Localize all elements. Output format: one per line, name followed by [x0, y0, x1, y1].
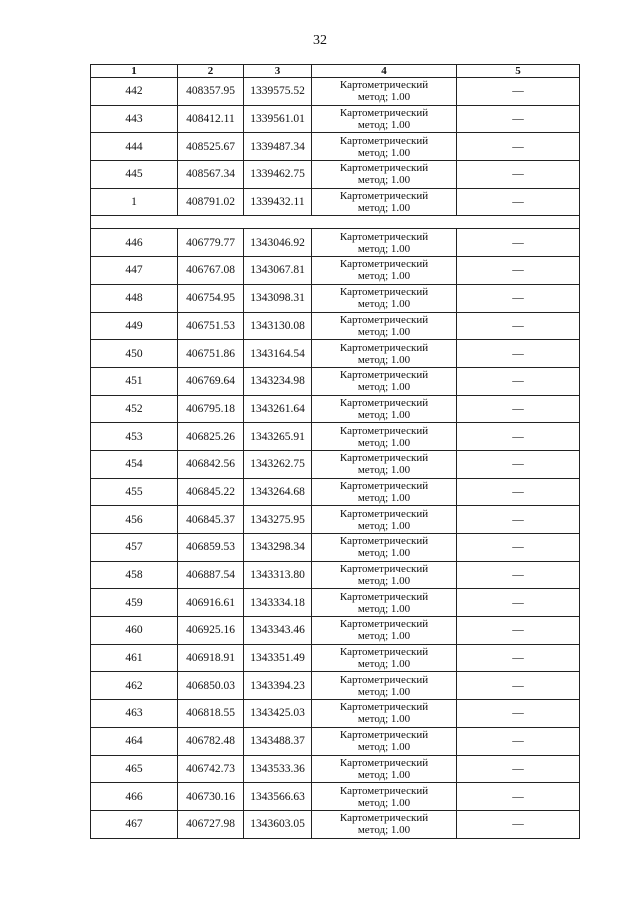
point-number-cell: 448 [91, 284, 178, 312]
point-number-cell: 454 [91, 450, 178, 478]
note-cell: — [457, 478, 580, 506]
method-cell [312, 617, 457, 645]
method-accuracy: метод; 1.00 [357, 436, 411, 449]
method-accuracy: метод; 1.00 [357, 602, 411, 615]
table-row [91, 478, 580, 506]
table-row [91, 589, 580, 617]
x-coordinate-cell: 408567.34 [178, 161, 244, 189]
point-number-cell: 461 [91, 644, 178, 672]
note-cell: — [457, 644, 580, 672]
y-coordinate-cell: 1343351.49 [244, 644, 312, 672]
x-coordinate-cell: 406767.08 [178, 257, 244, 285]
y-coordinate-cell: 1343262.75 [244, 450, 312, 478]
y-coordinate-cell: 1343275.95 [244, 506, 312, 534]
point-number-cell: 455 [91, 478, 178, 506]
method-cell [312, 727, 457, 755]
method-cell [312, 133, 457, 161]
table-row [91, 506, 580, 534]
table-row [91, 229, 580, 257]
note-cell: — [457, 340, 580, 368]
note-cell: — [457, 161, 580, 189]
method-cell [312, 340, 457, 368]
method-cell [312, 506, 457, 534]
y-coordinate-cell: 1343343.46 [244, 617, 312, 645]
method-accuracy: метод; 1.00 [357, 824, 411, 837]
y-coordinate-cell: 1343603.05 [244, 810, 312, 838]
table-row [91, 561, 580, 589]
method-accuracy: метод; 1.00 [357, 119, 411, 132]
method-accuracy: метод; 1.00 [357, 713, 411, 726]
note-cell: — [457, 727, 580, 755]
method-accuracy: метод; 1.00 [357, 298, 411, 311]
method-cell [312, 672, 457, 700]
method-accuracy: метод; 1.00 [357, 202, 411, 215]
x-coordinate-cell: 406751.53 [178, 312, 244, 340]
method-cell [312, 589, 457, 617]
note-cell: — [457, 450, 580, 478]
note-cell: — [457, 78, 580, 106]
method-accuracy: метод; 1.00 [357, 491, 411, 504]
note-cell: — [457, 284, 580, 312]
table-row [91, 284, 580, 312]
column-header: 2 [178, 65, 244, 78]
x-coordinate-cell: 406859.53 [178, 534, 244, 562]
method-cell [312, 105, 457, 133]
table-row [91, 755, 580, 783]
method-name: Картометрический [339, 313, 429, 326]
method-cell [312, 810, 457, 838]
table-row [91, 423, 580, 451]
y-coordinate-cell: 1343098.31 [244, 284, 312, 312]
x-coordinate-cell: 406754.95 [178, 284, 244, 312]
x-coordinate-cell: 406845.22 [178, 478, 244, 506]
note-cell: — [457, 617, 580, 645]
point-number-cell: 458 [91, 561, 178, 589]
method-cell [312, 423, 457, 451]
x-coordinate-cell: 406795.18 [178, 395, 244, 423]
method-cell [312, 534, 457, 562]
y-coordinate-cell: 1343394.23 [244, 672, 312, 700]
method-name: Картометрический [339, 507, 429, 520]
y-coordinate-cell: 1339432.11 [244, 188, 312, 216]
method-cell [312, 78, 457, 106]
note-cell: — [457, 105, 580, 133]
point-number-cell: 467 [91, 810, 178, 838]
point-number-cell: 442 [91, 78, 178, 106]
method-cell [312, 284, 457, 312]
method-accuracy: метод; 1.00 [357, 685, 411, 698]
group-separator [91, 216, 580, 229]
column-header: 4 [312, 65, 457, 78]
method-accuracy: метод; 1.00 [357, 353, 411, 366]
page-number: 32 [313, 33, 327, 48]
x-coordinate-cell: 408791.02 [178, 188, 244, 216]
method-accuracy: метод; 1.00 [357, 146, 411, 159]
y-coordinate-cell: 1343334.18 [244, 589, 312, 617]
point-number-cell: 460 [91, 617, 178, 645]
group-separator-row [91, 216, 580, 229]
method-cell [312, 700, 457, 728]
point-number-cell: 1 [91, 188, 178, 216]
table-row [91, 644, 580, 672]
point-number-cell: 444 [91, 133, 178, 161]
method-name: Картометрический [339, 369, 429, 382]
column-header: 1 [91, 65, 178, 78]
method-name: Картометрический [339, 341, 429, 354]
y-coordinate-cell: 1343261.64 [244, 395, 312, 423]
note-cell: — [457, 783, 580, 811]
table-row [91, 257, 580, 285]
point-number-cell: 459 [91, 589, 178, 617]
method-cell [312, 161, 457, 189]
x-coordinate-cell: 408412.11 [178, 105, 244, 133]
y-coordinate-cell: 1343298.34 [244, 534, 312, 562]
note-cell: — [457, 672, 580, 700]
point-number-cell: 446 [91, 229, 178, 257]
note-cell: — [457, 133, 580, 161]
method-accuracy: метод; 1.00 [357, 547, 411, 560]
method-accuracy: метод; 1.00 [357, 270, 411, 283]
y-coordinate-cell: 1343265.91 [244, 423, 312, 451]
method-accuracy: метод; 1.00 [357, 741, 411, 754]
point-number-cell: 451 [91, 367, 178, 395]
table-row [91, 161, 580, 189]
y-coordinate-cell: 1339575.52 [244, 78, 312, 106]
method-name: Картометрический [339, 535, 429, 548]
point-number-cell: 466 [91, 783, 178, 811]
point-number-cell: 463 [91, 700, 178, 728]
point-number-cell: 450 [91, 340, 178, 368]
table-row [91, 617, 580, 645]
x-coordinate-cell: 408357.95 [178, 78, 244, 106]
method-name: Картометрический [339, 701, 429, 714]
table-row [91, 700, 580, 728]
x-coordinate-cell: 408525.67 [178, 133, 244, 161]
x-coordinate-cell: 406916.61 [178, 589, 244, 617]
y-coordinate-cell: 1343313.80 [244, 561, 312, 589]
method-name: Картометрический [339, 479, 429, 492]
method-cell [312, 478, 457, 506]
point-number-cell: 445 [91, 161, 178, 189]
table-row [91, 672, 580, 700]
y-coordinate-cell: 1343264.68 [244, 478, 312, 506]
note-cell: — [457, 700, 580, 728]
method-name: Картометрический [339, 162, 429, 175]
method-name: Картометрический [339, 784, 429, 797]
table-row [91, 188, 580, 216]
method-name: Картометрический [339, 107, 429, 120]
x-coordinate-cell: 406842.56 [178, 450, 244, 478]
y-coordinate-cell: 1343533.36 [244, 755, 312, 783]
note-cell: — [457, 188, 580, 216]
method-cell [312, 755, 457, 783]
method-name: Картометрический [339, 618, 429, 631]
note-cell: — [457, 589, 580, 617]
y-coordinate-cell: 1339487.34 [244, 133, 312, 161]
x-coordinate-cell: 406845.37 [178, 506, 244, 534]
method-name: Картометрический [339, 590, 429, 603]
method-accuracy: метод; 1.00 [357, 408, 411, 421]
point-number-cell: 443 [91, 105, 178, 133]
x-coordinate-cell: 406779.77 [178, 229, 244, 257]
point-number-cell: 456 [91, 506, 178, 534]
table-row [91, 105, 580, 133]
note-cell: — [457, 229, 580, 257]
note-cell: — [457, 506, 580, 534]
method-cell [312, 367, 457, 395]
method-accuracy: метод; 1.00 [357, 464, 411, 477]
table-row [91, 783, 580, 811]
y-coordinate-cell: 1343164.54 [244, 340, 312, 368]
table-row [91, 534, 580, 562]
table-row [91, 340, 580, 368]
table-header-row [91, 65, 580, 78]
method-cell [312, 561, 457, 589]
method-cell [312, 783, 457, 811]
table-row [91, 727, 580, 755]
table-row [91, 367, 580, 395]
note-cell: — [457, 810, 580, 838]
method-cell [312, 188, 457, 216]
method-accuracy: метод; 1.00 [357, 91, 411, 104]
method-name: Картометрический [339, 452, 429, 465]
method-name: Картометрический [339, 286, 429, 299]
note-cell: — [457, 561, 580, 589]
method-accuracy: метод; 1.00 [357, 381, 411, 394]
point-number-cell: 453 [91, 423, 178, 451]
method-name: Картометрический [339, 673, 429, 686]
y-coordinate-cell: 1343067.81 [244, 257, 312, 285]
method-name: Картометрический [339, 729, 429, 742]
note-cell: — [457, 257, 580, 285]
method-accuracy: метод; 1.00 [357, 575, 411, 588]
column-header: 5 [457, 65, 580, 78]
column-header: 3 [244, 65, 312, 78]
method-accuracy: метод; 1.00 [357, 768, 411, 781]
method-accuracy: метод; 1.00 [357, 658, 411, 671]
method-cell [312, 450, 457, 478]
note-cell: — [457, 423, 580, 451]
method-name: Картометрический [339, 424, 429, 437]
x-coordinate-cell: 406727.98 [178, 810, 244, 838]
table-body [91, 78, 580, 839]
y-coordinate-cell: 1343130.08 [244, 312, 312, 340]
method-accuracy: метод; 1.00 [357, 519, 411, 532]
method-name: Картометрический [339, 396, 429, 409]
point-number-cell: 462 [91, 672, 178, 700]
y-coordinate-cell: 1343046.92 [244, 229, 312, 257]
method-cell [312, 312, 457, 340]
table-row [91, 312, 580, 340]
method-accuracy: метод; 1.00 [357, 242, 411, 255]
table-row [91, 395, 580, 423]
point-number-cell: 457 [91, 534, 178, 562]
y-coordinate-cell: 1339462.75 [244, 161, 312, 189]
method-cell [312, 644, 457, 672]
note-cell: — [457, 367, 580, 395]
method-cell [312, 257, 457, 285]
method-cell [312, 395, 457, 423]
method-accuracy: метод; 1.00 [357, 630, 411, 643]
x-coordinate-cell: 406918.91 [178, 644, 244, 672]
method-accuracy: метод; 1.00 [357, 174, 411, 187]
note-cell: — [457, 395, 580, 423]
method-cell [312, 229, 457, 257]
method-name: Картометрический [339, 646, 429, 659]
method-name: Картометрический [339, 563, 429, 576]
point-number-cell: 449 [91, 312, 178, 340]
point-number-cell: 447 [91, 257, 178, 285]
table-row [91, 133, 580, 161]
method-name: Картометрический [339, 812, 429, 825]
method-accuracy: метод; 1.00 [357, 325, 411, 338]
method-name: Картометрический [339, 134, 429, 147]
y-coordinate-cell: 1339561.01 [244, 105, 312, 133]
method-name: Картометрический [339, 756, 429, 769]
x-coordinate-cell: 406818.55 [178, 700, 244, 728]
point-number-cell: 452 [91, 395, 178, 423]
method-name: Картометрический [339, 258, 429, 271]
y-coordinate-cell: 1343488.37 [244, 727, 312, 755]
x-coordinate-cell: 406782.48 [178, 727, 244, 755]
table-row [91, 78, 580, 106]
y-coordinate-cell: 1343234.98 [244, 367, 312, 395]
x-coordinate-cell: 406742.73 [178, 755, 244, 783]
note-cell: — [457, 534, 580, 562]
coordinates-table [90, 64, 580, 839]
method-name: Картометрический [339, 230, 429, 243]
note-cell: — [457, 312, 580, 340]
x-coordinate-cell: 406769.64 [178, 367, 244, 395]
x-coordinate-cell: 406925.16 [178, 617, 244, 645]
x-coordinate-cell: 406887.54 [178, 561, 244, 589]
note-cell: — [457, 755, 580, 783]
method-name: Картометрический [339, 79, 429, 92]
x-coordinate-cell: 406751.86 [178, 340, 244, 368]
x-coordinate-cell: 406730.16 [178, 783, 244, 811]
method-name: Картометрический [339, 190, 429, 203]
x-coordinate-cell: 406850.03 [178, 672, 244, 700]
x-coordinate-cell: 406825.26 [178, 423, 244, 451]
point-number-cell: 464 [91, 727, 178, 755]
point-number-cell: 465 [91, 755, 178, 783]
method-accuracy: метод; 1.00 [357, 796, 411, 809]
table-row [91, 450, 580, 478]
y-coordinate-cell: 1343566.63 [244, 783, 312, 811]
table-row [91, 810, 580, 838]
y-coordinate-cell: 1343425.03 [244, 700, 312, 728]
